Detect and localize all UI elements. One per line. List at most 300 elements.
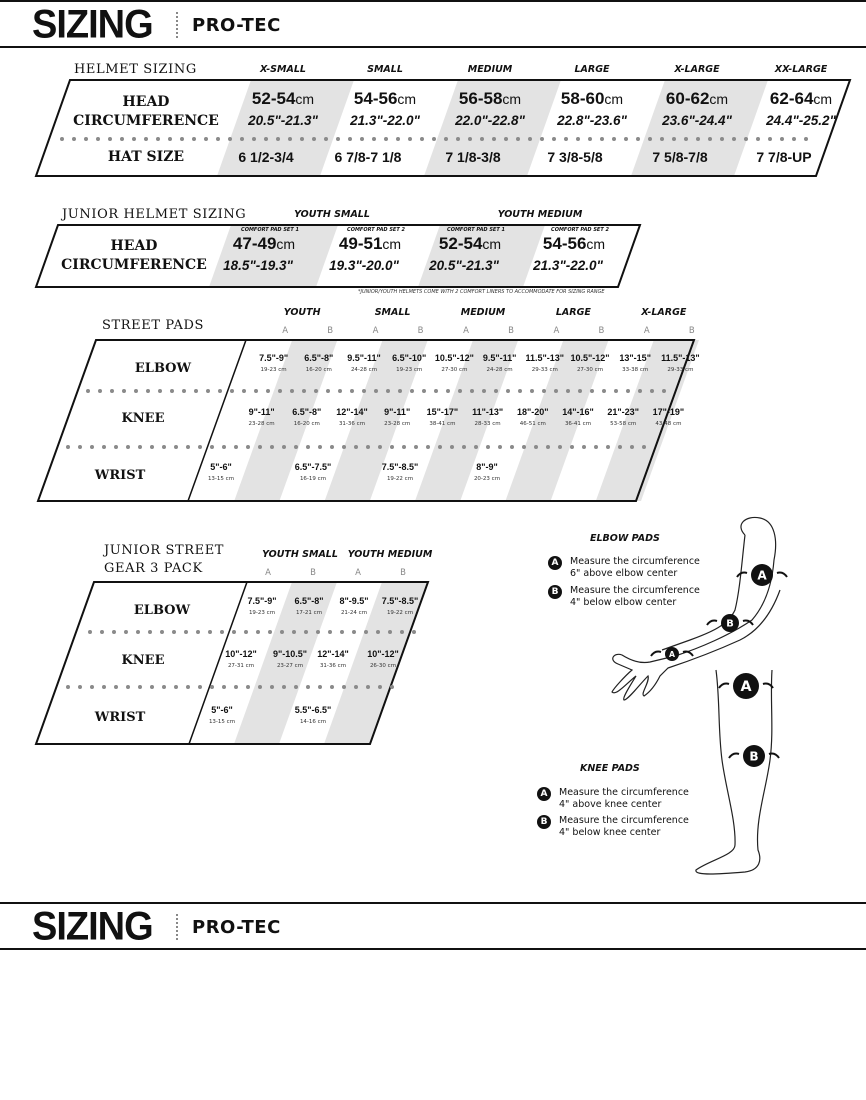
street-row-divider-dot <box>146 389 150 393</box>
jstreet-row-divider-dot <box>388 630 392 634</box>
junior-cm-unit: cm <box>586 236 606 252</box>
helmet-cm-number: 62-64 <box>769 89 814 108</box>
street-row-divider-dot <box>230 389 234 393</box>
jstreet-row-divider-dot <box>78 685 82 689</box>
street-cell-cm: 29-33 cm <box>667 367 694 373</box>
jstreet-row-divider-dot <box>328 630 332 634</box>
figure-measure-badge-letter: B <box>726 618 734 630</box>
helmet-row-divider-dot <box>360 137 364 141</box>
street-row-divider-dot <box>462 445 466 449</box>
street-cell-inches: 18"-20" <box>517 407 549 417</box>
street-row-divider-dot <box>570 445 574 449</box>
junior-inch-value: 19.3"-20.0" <box>329 258 399 273</box>
helmet-row-divider-dot <box>252 137 256 141</box>
jstreet-col-a: A <box>355 568 361 578</box>
street-col-b: B <box>417 326 424 336</box>
helmet-row-divider-dot <box>504 137 508 141</box>
helmet-row-divider-dot <box>780 137 784 141</box>
street-cell-cm: 16-20 cm <box>305 367 332 373</box>
jstreet-cell-inches: 5.5"-6.5" <box>294 705 332 715</box>
street-row-divider-dot <box>138 445 142 449</box>
street-cell-cm: 38-41 cm <box>429 421 456 427</box>
street-cell-inches: 12"-14" <box>336 407 368 417</box>
jstreet-cell-inches: 7.5"-8.5" <box>381 596 419 606</box>
jstreet-row-divider-dot <box>400 630 404 634</box>
helmet-row-divider-dot <box>144 137 148 141</box>
street-row-divider-dot <box>354 445 358 449</box>
header-brand: PRO-TEC <box>192 15 281 36</box>
helmet-row-divider-dot <box>456 137 460 141</box>
jstreet-cell-inches: 7.5"-9" <box>247 596 277 606</box>
street-cell-cm: 36-41 cm <box>564 421 592 427</box>
street-row-divider-dot <box>482 389 486 393</box>
street-col-b: B <box>327 326 334 336</box>
jstreet-row-divider-dot <box>366 685 370 689</box>
street-row-divider-dot <box>158 389 162 393</box>
street-cell-inches: 17"-19" <box>652 407 685 417</box>
helmet-row-divider-dot <box>132 137 136 141</box>
jstreet-row-divider-dot <box>220 630 224 634</box>
figure-measure-badge-letter: A <box>740 679 752 696</box>
street-row-divider-dot <box>594 445 598 449</box>
helmet-row-divider-dot <box>540 137 544 141</box>
street-row-divider-dot <box>390 445 394 449</box>
jstreet-row-divider-dot <box>138 685 142 689</box>
jstreet-row-divider-dot <box>90 685 94 689</box>
street-row-divider-dot <box>210 445 214 449</box>
street-row-divider-dot <box>222 445 226 449</box>
footer-brand: PRO-TEC <box>192 917 281 938</box>
helmet-row-divider-dot <box>348 137 352 141</box>
junior-helmet-note: *JUNIOR/YOUTH HELMETS COME WITH 2 COMFORT LINERS TO ACCOMMODATE FOR SIZING RANGE <box>358 289 605 295</box>
street-cell-cm: 29-33 cm <box>531 367 558 373</box>
street-col-a: A <box>282 326 289 336</box>
street-row-divider-dot <box>534 445 538 449</box>
street-cell-cm: 46-51 cm <box>519 421 546 427</box>
jstreet-row-divider-dot <box>256 630 260 634</box>
street-cell-inches: 9.5"-11" <box>347 353 381 363</box>
street-row-divider-dot <box>110 389 114 393</box>
helmet-row-divider-dot <box>372 137 376 141</box>
street-cell-cm: 16-20 cm <box>293 421 320 427</box>
street-row-divider-dot <box>402 445 406 449</box>
street-row-divider-dot <box>650 389 654 393</box>
helmet-row-divider-dot <box>108 137 112 141</box>
street-cell-inches: 7.5"-8.5" <box>381 462 419 472</box>
junior-cm-unit: cm <box>482 236 502 252</box>
street-cell-cm: 23-28 cm <box>248 421 275 427</box>
street-row-divider-dot <box>374 389 378 393</box>
street-cell-inches: 13"-15" <box>619 353 651 363</box>
jstreet-row-divider-dot <box>282 685 286 689</box>
jstreet-row-label: ELBOW <box>133 603 191 618</box>
street-cell-cm: 33-38 cm <box>622 367 649 373</box>
street-row-label: KNEE <box>121 411 165 426</box>
street-cell-inches: 11.5"-13" <box>661 353 700 363</box>
helmet-cm-value <box>666 89 728 109</box>
helmet-row-divider-dot <box>288 137 292 141</box>
jstreet-cell-cm: 19-23 cm <box>248 610 276 616</box>
helmet-row-divider-dot <box>240 137 244 141</box>
jstreet-cell-inches: 12"-14" <box>317 649 349 659</box>
street-row-divider-dot <box>338 389 342 393</box>
street-cell-cm: 16-19 cm <box>299 476 327 482</box>
jstreet-row-divider-dot <box>232 630 236 634</box>
street-row-divider-dot <box>114 445 118 449</box>
helmet-row-divider-dot <box>624 137 628 141</box>
street-row-divider-dot <box>218 389 222 393</box>
figure-measure-arrow-right <box>777 573 787 578</box>
street-row-divider-dot <box>498 445 502 449</box>
jstreet-row-divider-dot <box>174 685 178 689</box>
street-row-divider-dot <box>506 389 510 393</box>
helmet-row-divider-dot <box>120 137 124 141</box>
street-row-divider-dot <box>398 389 402 393</box>
jstreet-row-divider-dot <box>292 630 296 634</box>
street-row-divider-dot <box>614 389 618 393</box>
street-row-divider-dot <box>134 389 138 393</box>
helmet-row-divider-dot <box>708 137 712 141</box>
street-cell-inches: 10.5"-12" <box>570 353 610 363</box>
helmet-size-header: SMALL <box>367 64 403 75</box>
jstreet-row-divider-dot <box>136 630 140 634</box>
street-row-divider-dot <box>98 389 102 393</box>
street-row-divider-dot <box>638 389 642 393</box>
jstreet-row-divider-dot <box>244 630 248 634</box>
street-row-divider-dot <box>522 445 526 449</box>
street-row-divider-dot <box>582 445 586 449</box>
helmet-cm-value <box>252 89 314 109</box>
helmet-cm-number: 58-60 <box>560 89 605 108</box>
jstreet-row-divider-dot <box>246 685 250 689</box>
street-row-divider-dot <box>266 389 270 393</box>
helmet-row-divider-dot <box>264 137 268 141</box>
street-row-divider-dot <box>78 445 82 449</box>
street-cell-cm: 20-23 cm <box>473 476 501 482</box>
junior-cm-value <box>543 234 605 254</box>
helmet-hat-size-value: 6 1/2-3/4 <box>238 149 294 165</box>
jstreet-row-divider-dot <box>102 685 106 689</box>
helmet-hat-size-value: 7 1/8-3/8 <box>445 149 501 165</box>
helmet-cm-unit: cm <box>709 91 729 107</box>
elbow-a-instruction: Measure the circumference 6" above elbow center <box>570 556 700 579</box>
jstreet-row-divider-dot <box>270 685 274 689</box>
street-cell-cm: 43-48 cm <box>655 421 682 427</box>
street-row-divider-dot <box>470 389 474 393</box>
helmet-inch-value: 23.6"-24.4" <box>662 113 732 128</box>
helmet-row-divider-dot <box>228 137 232 141</box>
helmet-row-divider-dot <box>60 137 64 141</box>
helmet-hat-size-value: 7 3/8-5/8 <box>547 149 603 165</box>
street-row-divider-dot <box>474 445 478 449</box>
helmet-row-divider-dot <box>564 137 568 141</box>
hat-size-label: HAT SIZE <box>107 149 185 165</box>
helmet-row-divider-dot <box>444 137 448 141</box>
street-cell-cm: 19-22 cm <box>386 476 414 482</box>
figure-measure-badge-letter: A <box>669 649 675 659</box>
jstreet-cell-cm: 23-27 cm <box>276 663 304 669</box>
street-row-divider-dot <box>258 445 262 449</box>
street-cell-inches: 14"-16" <box>562 407 594 417</box>
street-row-divider-dot <box>510 445 514 449</box>
helmet-row-divider-dot <box>528 137 532 141</box>
helmet-sizing-title: HELMET SIZING <box>74 62 197 77</box>
street-cell-cm: 19-23 cm <box>260 367 287 373</box>
street-cell-cm: 23-28 cm <box>384 421 411 427</box>
jstreet-row-divider-dot <box>196 630 200 634</box>
street-row-divider-dot <box>642 445 646 449</box>
helmet-row-divider-dot <box>612 137 616 141</box>
street-pads-title: STREET PADS <box>102 318 205 333</box>
helmet-row-divider-dot <box>480 137 484 141</box>
street-cell-cm: 24-28 cm <box>350 367 378 373</box>
junior-cm-value <box>439 234 501 254</box>
street-row-label: ELBOW <box>134 361 192 376</box>
helmet-row-divider-dot <box>672 137 676 141</box>
street-cell-inches: 6.5"-8" <box>292 407 322 417</box>
street-cell-inches: 5"-6" <box>210 462 232 472</box>
street-col-a: A <box>643 326 650 336</box>
helmet-row-divider-dot <box>324 137 328 141</box>
jstreet-row-divider-dot <box>186 685 190 689</box>
street-row-divider-dot <box>326 389 330 393</box>
helmet-row-divider-dot <box>636 137 640 141</box>
jstreet-row-divider-dot <box>210 685 214 689</box>
figure-measure-arrow-left <box>707 621 717 626</box>
junior-youth-small-header: YOUTH SMALL <box>294 209 370 220</box>
street-row-divider-dot <box>446 389 450 393</box>
street-cell-inches: 8"-9" <box>476 462 498 472</box>
jstreet-row-divider-dot <box>306 685 310 689</box>
jstreet-col-b: B <box>310 568 316 578</box>
helmet-row-divider-dot <box>72 137 76 141</box>
jstreet-col-a: A <box>265 568 271 578</box>
street-row-divider-dot <box>554 389 558 393</box>
helmet-row-divider-dot <box>576 137 580 141</box>
street-row-divider-dot <box>186 445 190 449</box>
street-cell-cm: 24-28 cm <box>486 367 513 373</box>
figure-measure-arrow-left <box>719 684 729 689</box>
knee-pads-guide-title: KNEE PADS <box>580 763 640 774</box>
street-row-divider-dot <box>86 389 90 393</box>
street-row-divider-dot <box>270 445 274 449</box>
street-row-divider-dot <box>162 445 166 449</box>
leg-outline-figure <box>696 670 772 874</box>
jstreet-row-divider-dot <box>126 685 130 689</box>
helmet-row-divider-dot <box>768 137 772 141</box>
street-row-divider-dot <box>630 445 634 449</box>
street-row-divider-dot <box>282 445 286 449</box>
helmet-cm-number: 52-54 <box>251 89 296 108</box>
helmet-hat-size-value: 7 7/8-UP <box>756 149 812 165</box>
helmet-row-divider-dot <box>168 137 172 141</box>
helmet-cm-value <box>770 89 832 109</box>
junior-youth-medium-header: YOUTH MEDIUM <box>497 209 583 220</box>
figure-measure-arrow-left <box>651 652 661 657</box>
street-row-divider-dot <box>278 389 282 393</box>
jstreet-row-divider-dot <box>184 630 188 634</box>
street-cell-inches: 15"-17" <box>426 407 459 417</box>
street-row-divider-dot <box>122 389 126 393</box>
street-row-divider-dot <box>242 389 246 393</box>
street-col-b: B <box>688 326 695 336</box>
junior-street-title: JUNIOR STREET GEAR 3 PACK <box>104 543 225 576</box>
junior-cm-value <box>339 234 401 254</box>
street-row-divider-dot <box>246 445 250 449</box>
street-cell-inches: 11"-13" <box>472 407 504 417</box>
jstreet-row-divider-dot <box>316 630 320 634</box>
street-row-divider-dot <box>350 389 354 393</box>
street-cell-inches: 6.5"-7.5" <box>294 462 332 472</box>
jstreet-row-label: KNEE <box>121 653 165 668</box>
figure-measure-badge-letter: B <box>749 749 759 764</box>
street-cell-inches: 21"-23" <box>607 407 639 417</box>
street-size-header: X-LARGE <box>641 307 687 318</box>
street-row-divider-dot <box>530 389 534 393</box>
junior-inch-value: 20.5"-21.3" <box>429 258 499 273</box>
junior-cm-number: 54-56 <box>542 234 587 253</box>
street-cell-cm: 31-36 cm <box>338 421 366 427</box>
jstreet-row-divider-dot <box>376 630 380 634</box>
helmet-row-divider-dot <box>408 137 412 141</box>
helmet-row-divider-dot <box>192 137 196 141</box>
street-row-divider-dot <box>294 445 298 449</box>
jstreet-row-divider-dot <box>364 630 368 634</box>
street-row-divider-dot <box>590 389 594 393</box>
helmet-row-divider-dot <box>744 137 748 141</box>
helmet-row-divider-dot <box>276 137 280 141</box>
figure-measure-badge-letter: A <box>757 568 767 583</box>
helmet-cm-number: 54-56 <box>353 89 398 108</box>
helmet-inch-value: 22.0"-22.8" <box>455 113 525 128</box>
head-circumference-label: HEAD CIRCUMFERENCE <box>73 94 219 129</box>
street-row-divider-dot <box>182 389 186 393</box>
helmet-size-header: MEDIUM <box>467 64 513 75</box>
jstreet-cell-inches: 5"-6" <box>211 705 233 715</box>
street-row-divider-dot <box>542 389 546 393</box>
jstreet-row-divider-dot <box>198 685 202 689</box>
helmet-row-divider-dot <box>660 137 664 141</box>
helmet-cm-number: 56-58 <box>458 89 503 108</box>
street-row-divider-dot <box>318 445 322 449</box>
street-row-divider-dot <box>126 445 130 449</box>
junior-cm-number: 52-54 <box>438 234 483 253</box>
helmet-row-divider-dot <box>552 137 556 141</box>
helmet-row-divider-dot <box>732 137 736 141</box>
street-cell-inches: 6.5"-8" <box>304 353 334 363</box>
jstreet-row-divider-dot <box>124 630 128 634</box>
helmet-row-divider-dot <box>432 137 436 141</box>
jstreet-cell-cm: 14-16 cm <box>299 719 327 725</box>
street-row-divider-dot <box>194 389 198 393</box>
knee-a-badge: A <box>537 787 551 801</box>
street-row-divider-dot <box>578 389 582 393</box>
helmet-cm-unit: cm <box>813 91 833 107</box>
helmet-row-divider-dot <box>180 137 184 141</box>
street-col-a: A <box>463 326 469 336</box>
jstreet-col-b: B <box>400 568 406 578</box>
header-title: SIZING <box>32 2 153 48</box>
street-cell-inches: 10.5"-12" <box>434 353 474 363</box>
jstreet-row-divider-dot <box>340 630 344 634</box>
street-row-divider-dot <box>426 445 430 449</box>
street-row-divider-dot <box>342 445 346 449</box>
helmet-row-divider-dot <box>84 137 88 141</box>
jstreet-row-divider-dot <box>294 685 298 689</box>
jstreet-row-divider-dot <box>112 630 116 634</box>
helmet-cm-value <box>561 89 623 109</box>
street-row-divider-dot <box>170 389 174 393</box>
street-cell-inches: 6.5"-10" <box>392 353 427 363</box>
street-row-divider-dot <box>254 389 258 393</box>
helmet-row-divider-dot <box>696 137 700 141</box>
junior-inch-value: 18.5"-19.3" <box>223 258 293 273</box>
street-col-b: B <box>598 326 605 336</box>
street-row-divider-dot <box>198 445 202 449</box>
elbow-b-badge: B <box>548 585 562 599</box>
street-row-divider-dot <box>302 389 306 393</box>
jstreet-cell-inches: 10"-12" <box>367 649 399 659</box>
street-cell-inches: 7.5"-9" <box>259 353 289 363</box>
elbow-a-badge: A <box>548 556 562 570</box>
jstreet-row-label: WRIST <box>94 710 146 725</box>
jstreet-cell-cm: 31-36 cm <box>319 663 347 669</box>
helmet-row-divider-dot <box>756 137 760 141</box>
jstreet-cell-cm: 17-21 cm <box>295 610 323 616</box>
jstreet-row-divider-dot <box>66 685 70 689</box>
figure-measure-arrow-left <box>737 573 747 578</box>
helmet-cm-value <box>354 89 416 109</box>
street-row-divider-dot <box>90 445 94 449</box>
jstreet-row-divider-dot <box>100 630 104 634</box>
helmet-inch-value: 22.8"-23.6" <box>557 113 627 128</box>
helmet-row-divider-dot <box>516 137 520 141</box>
helmet-hat-size-value: 6 7/8-7 1/8 <box>334 149 402 165</box>
street-row-divider-dot <box>362 389 366 393</box>
jstreet-row-divider-dot <box>342 685 346 689</box>
helmet-inch-value: 21.3"-22.0" <box>350 113 420 128</box>
street-row-label: WRIST <box>94 468 146 483</box>
street-row-divider-dot <box>234 445 238 449</box>
helmet-inch-value: 20.5"-21.3" <box>248 113 318 128</box>
street-size-header: MEDIUM <box>460 307 506 318</box>
jstreet-row-divider-dot <box>318 685 322 689</box>
jstreet-cell-inches: 6.5"-8" <box>294 596 324 606</box>
street-row-divider-dot <box>414 445 418 449</box>
jstreet-row-divider-dot <box>390 685 394 689</box>
street-row-divider-dot <box>330 445 334 449</box>
junior-comfort-pad-label: COMFORT PAD SET 1 <box>447 227 505 233</box>
knee-b-instruction: Measure the circumference 4" below knee center <box>559 815 689 838</box>
helmet-row-divider-dot <box>588 137 592 141</box>
helmet-row-divider-dot <box>96 137 100 141</box>
street-cell-cm: 28-33 cm <box>474 421 501 427</box>
street-row-divider-dot <box>602 389 606 393</box>
street-row-divider-dot <box>150 445 154 449</box>
junior-comfort-pad-label: COMFORT PAD SET 2 <box>551 227 609 233</box>
jstreet-cell-inches: 9"-10.5" <box>272 649 308 659</box>
street-row-divider-dot <box>174 445 178 449</box>
helmet-row-divider-dot <box>684 137 688 141</box>
jstreet-row-divider-dot <box>378 685 382 689</box>
jstreet-row-divider-dot <box>222 685 226 689</box>
helmet-row-divider-dot <box>468 137 472 141</box>
street-cell-inches: 9.5"-11" <box>482 353 517 363</box>
helmet-size-header: X-LARGE <box>674 64 720 75</box>
helmet-inch-value: 24.4"-25.2" <box>766 113 836 128</box>
street-row-divider-dot <box>290 389 294 393</box>
jstreet-row-divider-dot <box>234 685 238 689</box>
